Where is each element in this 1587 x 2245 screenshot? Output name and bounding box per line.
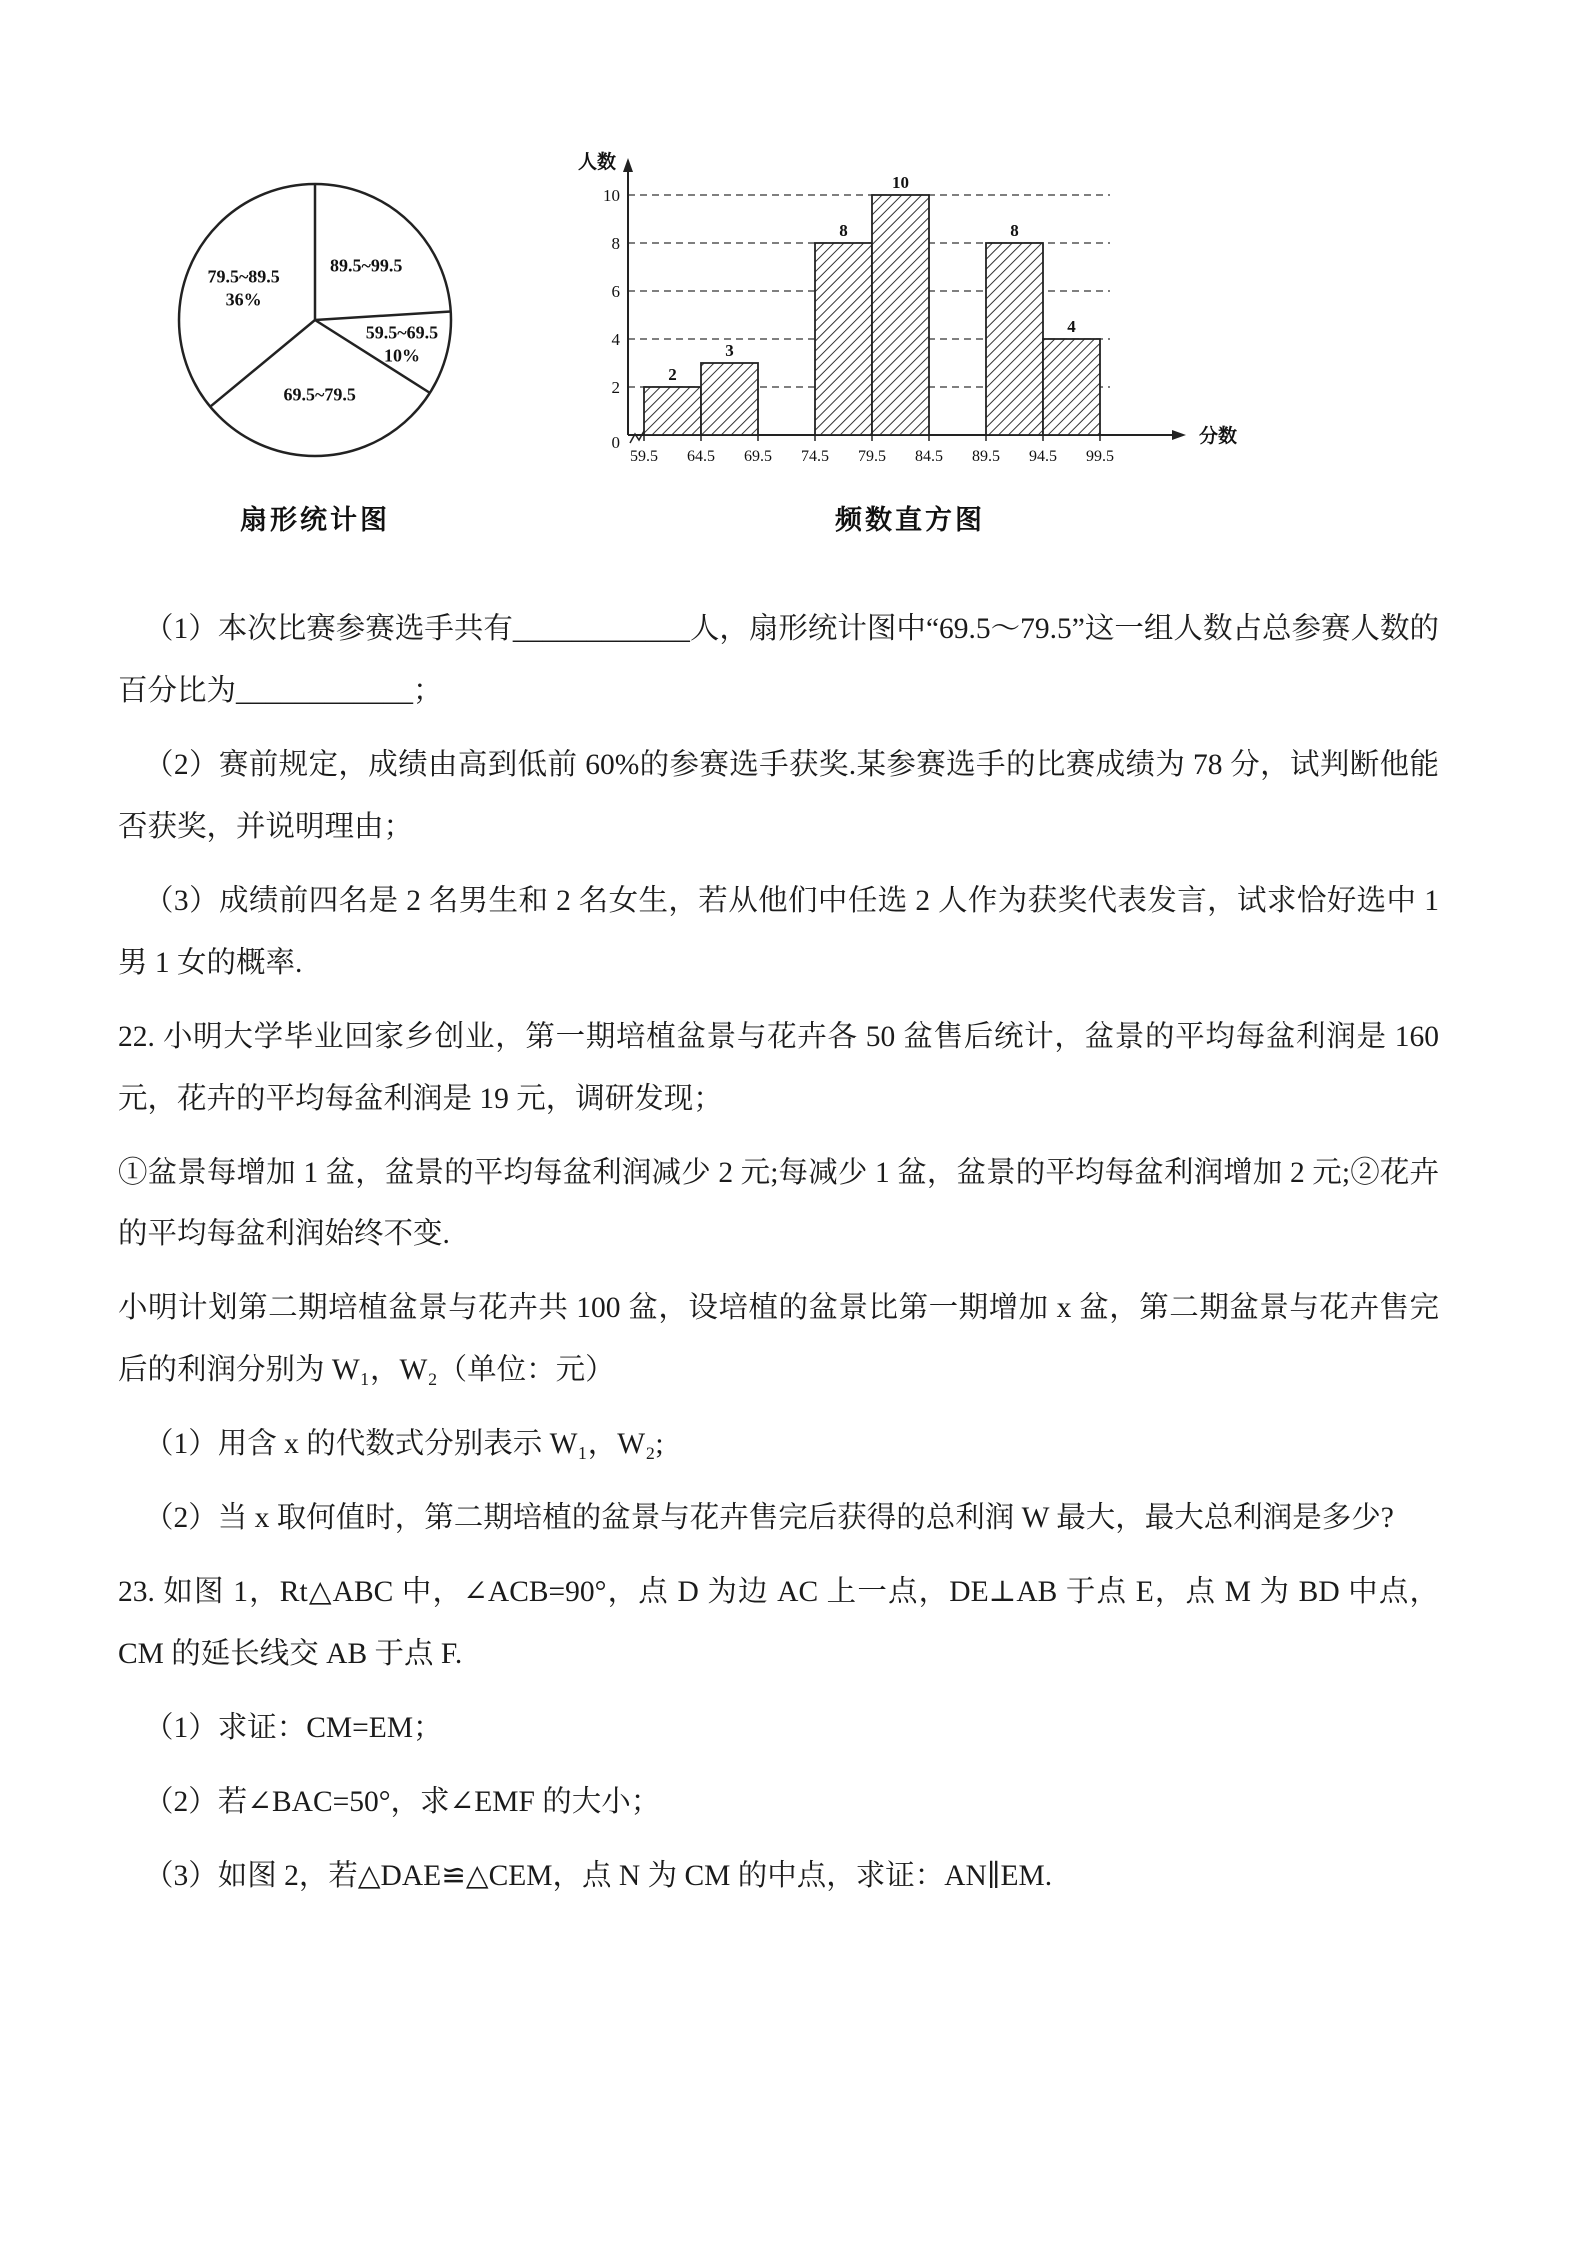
svg-text:0: 0 [611, 433, 620, 452]
svg-text:10: 10 [892, 173, 909, 192]
svg-text:69.5~79.5: 69.5~79.5 [283, 384, 356, 405]
svg-text:8: 8 [1010, 221, 1019, 240]
svg-text:分数: 分数 [1198, 426, 1238, 447]
svg-text:3: 3 [725, 341, 734, 360]
q23-part1-line: （1）求证：CM=EM； [144, 1712, 443, 1744]
svg-text:99.5: 99.5 [1086, 448, 1114, 465]
svg-text:2: 2 [611, 378, 620, 397]
svg-text:64.5: 64.5 [687, 448, 715, 465]
svg-text:8: 8 [611, 234, 620, 253]
svg-text:84.5: 84.5 [915, 448, 943, 465]
svg-text:89.5~99.5: 89.5~99.5 [330, 255, 403, 276]
svg-text:59.5~69.5: 59.5~69.5 [365, 322, 439, 343]
svg-text:89.5: 89.5 [972, 448, 1000, 465]
histogram-chart-svg [570, 150, 1250, 490]
svg-text:10%: 10% [383, 345, 420, 366]
svg-text:4: 4 [1067, 317, 1076, 336]
svg-text:74.5: 74.5 [801, 448, 829, 465]
svg-text:2: 2 [668, 365, 677, 384]
svg-text:36%: 36% [225, 289, 262, 310]
q22-plan-line: 小明计划第二期培植盆景与花卉共 100 盆，设培植的盆景比第一期增加 x 盆，第二期盆景与花卉售完后的利润分别为 W₁，W₂（单位：元） [118, 1292, 1439, 1387]
svg-text:94.5: 94.5 [1029, 448, 1057, 465]
histogram-chart-caption: 频数直方图 [835, 505, 985, 535]
q23-intro-line: 23. 如图 1，Rt△ABC 中，∠ACB=90°，点 D 为边 AC 上一点，DE⊥AB 于点 E，点 M 为 BD 中点，CM 的延长线交 AB 于点 F. [118, 1576, 1439, 1671]
svg-text:6: 6 [611, 282, 620, 301]
q21-part3-line: （3）成绩前四名是 2 名男生和 2 名女生，若从他们中任选 2 人作为获奖代表发言，试求恰好选中 1 男 1 女的概率. [118, 884, 1439, 979]
svg-text:79.5~89.5: 79.5~89.5 [207, 266, 280, 287]
q23-part2-line: （2）若∠BAC=50°，求∠EMF 的大小； [144, 1785, 661, 1818]
pie-figure [150, 160, 480, 537]
q22-part1-line: （1）用含 x 的代数式分别表示 W₁，W₂; [144, 1428, 664, 1461]
q22-conditions-line: ①盆景每增加 1 盆，盆景的平均每盆利润减少 2 元;每减少 1 盆，盆景的平均每盆利润增加 2 元;②花卉的平均每盆利润始终不变. [118, 1156, 1439, 1251]
q22-intro-line: 22. 小明大学毕业回家乡创业，第一期培植盆景与花卉各 50 盆售后统计，盆景的平均每盆利润是 160 元，花卉的平均每盆利润是 19 元，调研发现； [118, 1020, 1439, 1115]
q22-part2-line: （2）当 x 取何值时，第二期培植的盆景与花卉售完后获得的总利润 W 最大，最大总利润是多少? [144, 1502, 1394, 1535]
svg-text:10: 10 [603, 186, 620, 205]
svg-text:8: 8 [839, 221, 848, 240]
svg-text:69.5: 69.5 [744, 448, 772, 465]
pie-chart-svg [150, 160, 480, 490]
svg-text:59.5: 59.5 [630, 448, 658, 465]
svg-text:79.5: 79.5 [858, 448, 886, 465]
question-text-block [0, 537, 1587, 1908]
pie-chart-caption: 扇形统计图 [240, 505, 390, 535]
charts-row [0, 0, 1587, 537]
svg-text:4: 4 [611, 330, 620, 349]
q23-part3-line: （3）如图 2，若△DAE≌△CEM，点 N 为 CM 的中点，求证：AN∥EM. [144, 1859, 1053, 1892]
q21-part1-line: （1）本次比赛参赛选手共有____________人，扇形统计图中“69.5～79.5”这一组人数占总参赛人数的百分比为____________； [118, 613, 1439, 707]
histogram-figure [570, 150, 1250, 537]
q21-part2-line: （2）赛前规定，成绩由高到低前 60%的参赛选手获奖.某参赛选手的比赛成绩为 78 分，试判断他能否获奖，并说明理由； [118, 748, 1439, 843]
svg-text:人数: 人数 [577, 152, 616, 173]
